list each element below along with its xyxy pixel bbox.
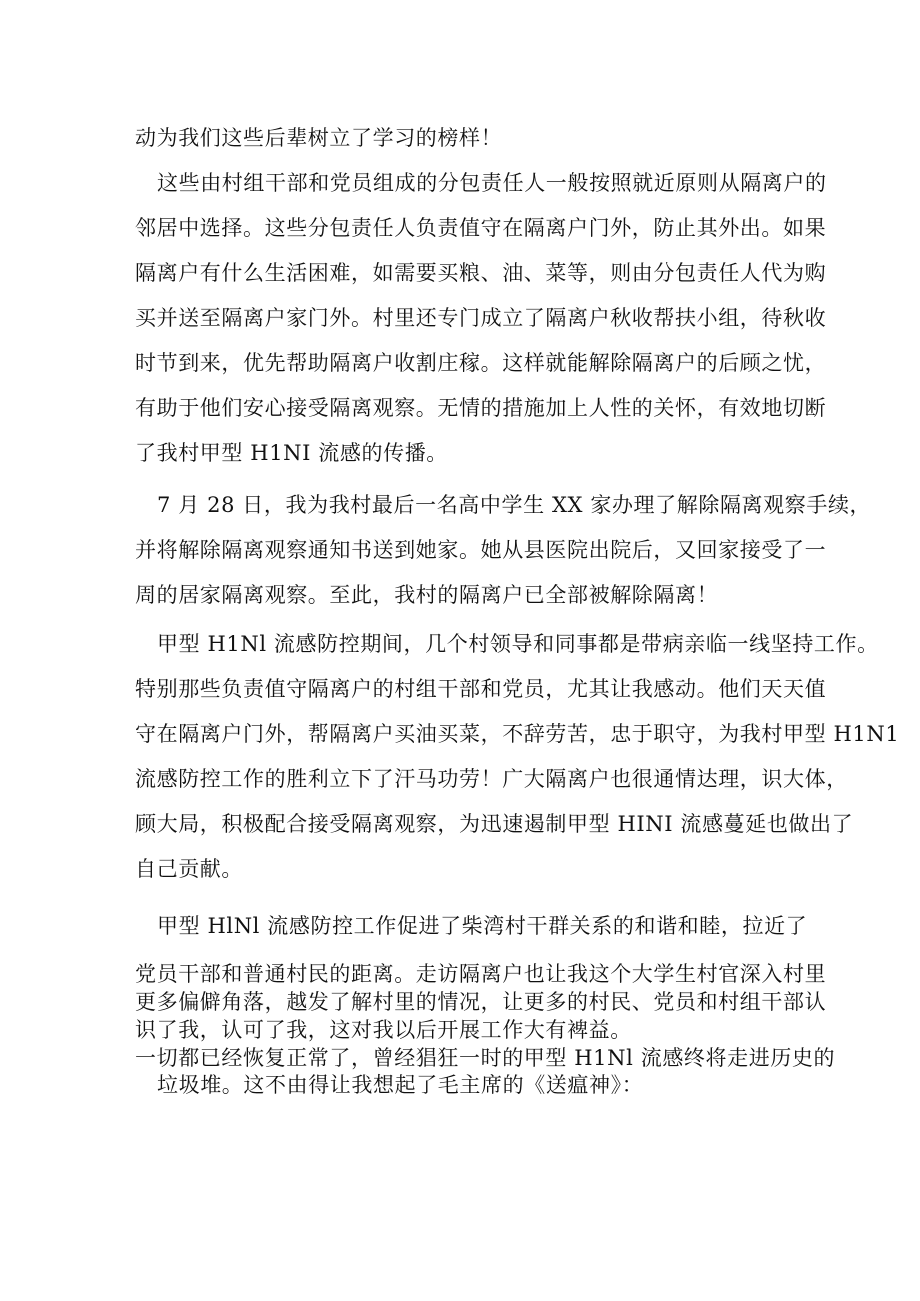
text-line: 时节到来，优先帮助隔离户收割庄稼。这样就能解除隔离户的后顾之忧，	[135, 351, 827, 375]
text-line: 特别那些负责值守隔离户的村组干部和党员，尤其让我感动。他们天天值	[135, 677, 827, 701]
text-line: 甲型 HlNl 流感防控工作促进了柴湾村干群关系的和谐和睦，拉近了	[157, 914, 808, 938]
text-line: 邻居中选择。这些分包责任人负责值守在隔离户门外，防止其外出。如果	[135, 216, 827, 240]
text-line: 识了我，认可了我，这对我以后开展工作大有裨益。	[135, 1018, 632, 1042]
text-line: 隔离户有什么生活困难，如需要买粮、油、菜等，则由分包责任人代为购	[135, 261, 827, 285]
text-line: 更多偏僻角落，越发了解村里的情况，让更多的村民、党员和村组干部认	[135, 990, 827, 1014]
text-line: 自己贡献。	[135, 857, 243, 881]
text-line: 守在隔离户门外，帮隔离户买油买菜，不辞劳苦，忠于职守，为我村甲型 H1N1	[135, 722, 900, 746]
text-line: 一切都已经恢复正常了，曾经猖狂一时的甲型 H1Nl 流感终将走进历史的	[135, 1046, 836, 1070]
text-line: 这些由村组干部和党员组成的分包责任人一般按照就近原则从隔离户的	[157, 171, 827, 195]
text-line: 顾大局，积极配合接受隔离观察，为迅速遏制甲型 HINI 流感蔓延也做出了	[135, 812, 854, 836]
text-line: 甲型 H1Nl 流感防控期间，几个村领导和同事都是带病亲临一线坚持工作。	[157, 632, 879, 656]
text-line: 并将解除隔离观察通知书送到她家。她从县医院出院后，又回家接受了一	[135, 538, 827, 562]
text-line: 了我村甲型 H1NI 流感的传播。	[135, 441, 448, 465]
text-line: 有助于他们安心接受隔离观察。无情的措施加上人性的关怀，有效地切断	[135, 396, 827, 420]
text-line: 党员干部和普通村民的距离。走访隔离户也让我这个大学生村官深入村里	[135, 962, 827, 986]
text-line: 7 月 28 日，我为我村最后一名高中学生 XX 家办理了解除隔离观察手续，	[157, 493, 872, 517]
text-line: 买并送至隔离户家门外。村里还专门成立了隔离户秋收帮扶小组，待秋收	[135, 306, 827, 330]
text-line: 流感防控工作的胜利立下了汗马功劳！广大隔离户也很通情达理，识大体，	[135, 767, 848, 791]
text-line: 垃圾堆。这不由得让我想起了毛主席的《送瘟神》：	[157, 1073, 644, 1097]
text-line: 动为我们这些后辈树立了学习的榜样！	[135, 126, 503, 150]
text-line: 周的居家隔离观察。至此，我村的隔离户已全部被解除隔离！	[135, 583, 719, 607]
